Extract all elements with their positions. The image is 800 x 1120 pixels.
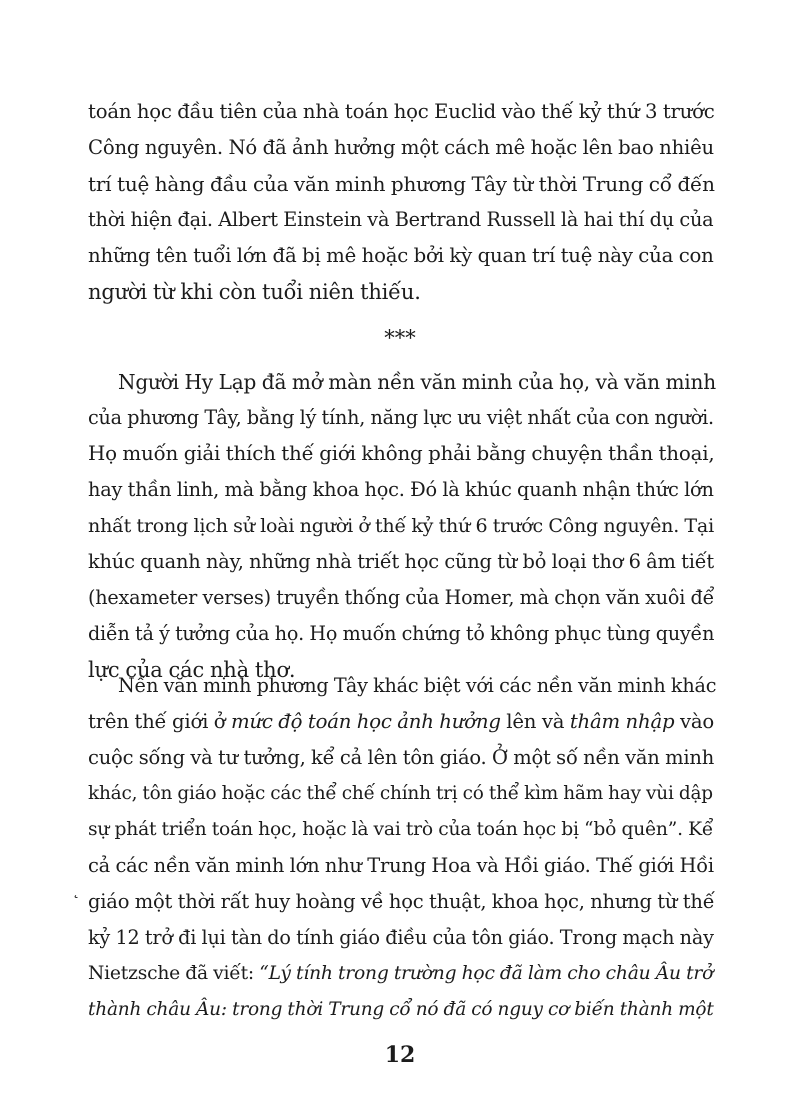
- text-line: [88, 956, 716, 992]
- italic-span: thâm nhập: [569, 710, 675, 733]
- text-line: cuộc sống và tư tưởng, kể cả lên tôn giáo. Ở một số nền văn minh: [88, 746, 715, 769]
- text-line: khúc quanh này, những nhà triết học cũng từ bỏ loại thơ 6 âm tiết: [88, 550, 714, 573]
- section-separator: ***: [384, 326, 416, 350]
- text-line: hay thần linh, mà bằng khoa học. Đó là khúc quanh nhận thức lớn: [88, 478, 714, 501]
- page-number: 12: [384, 1042, 416, 1068]
- text-line: Công nguyên. Nó đã ảnh hưởng một cách mê hoặc lên bao nhiêu: [88, 136, 714, 159]
- text-line: thời hiện đại. Albert Einstein và Bertrand Russell là hai thí dụ của: [88, 208, 714, 231]
- text-line: Nền văn minh phương Tây khác biệt với các nền văn minh khác: [118, 674, 717, 697]
- text-line: của phương Tây, bằng lý tính, năng lực ưu việt nhất của con người.: [88, 406, 714, 429]
- text-line: khác, tôn giáo hoặc các thể chế chính trị có thể kìm hãm hay vùi dập: [88, 783, 713, 804]
- text-span: lên và: [500, 710, 570, 733]
- text-line: Họ muốn giải thích thế giới không phải bằng chuyện thần thoại,: [88, 442, 715, 465]
- text-line: diễn tả ý tưởng của họ. Họ muốn chứng tỏ không phục tùng quyền: [88, 622, 715, 645]
- text-line: người từ khi còn tuổi niên thiếu.: [88, 280, 421, 304]
- text-line: những tên tuổi lớn đã bị mê hoặc bởi kỳ quan trí tuệ này của con: [88, 244, 714, 267]
- text-span: vào: [674, 710, 715, 733]
- italic-quote: thành châu Âu: trong thời Trung cổ nó đã có nguy cơ biến thành một: [88, 999, 714, 1020]
- text-line: trí tuệ hàng đầu của văn minh phương Tây từ thời Trung cổ đến: [88, 172, 715, 196]
- paragraph-euclid: [88, 94, 716, 310]
- text-span: Nietzsche đã viết:: [88, 963, 260, 984]
- text-line: lực của các nhà thơ.: [88, 658, 296, 682]
- text-line: (hexameter verses) truyền thống của Homer, mà chọn văn xuôi để: [88, 586, 715, 609]
- text-line: kỷ 12 trở đi lụi tàn do tính giáo điều của tôn giáo. Trong mạch này: [88, 926, 714, 949]
- text-line: cả các nền văn minh lớn như Trung Hoa và Hồi giáo. Thế giới Hồi: [88, 854, 714, 877]
- italic-span: mức độ toán học ảnh hưởng: [230, 710, 501, 733]
- text-line: [88, 704, 716, 740]
- text-line: Người Hy Lạp đã mở màn nền văn minh của họ, và văn minh: [118, 370, 716, 394]
- text-line: nhất trong lịch sử loài người ở thế kỷ thứ 6 trước Công nguyên. Tại: [88, 515, 714, 537]
- paragraph-greeks: [88, 364, 716, 688]
- text-line: giáo một thời rất huy hoàng về học thuật, khoa học, nhưng từ thế: [88, 890, 715, 913]
- paragraph-western-civilization: [88, 668, 716, 1028]
- text-span: trên thế giới ở: [88, 710, 231, 733]
- margin-mark: ˛: [72, 880, 80, 899]
- text-line: [88, 992, 716, 1028]
- italic-quote: “Lý tính trong trường học đã làm cho châu Âu trở: [259, 963, 714, 984]
- text-line: sự phát triển toán học, hoặc là vai trò của toán học bị “bỏ quên”. Kể: [88, 819, 714, 840]
- text-line: toán học đầu tiên của nhà toán học Euclid vào thế kỷ thứ 3 trước: [88, 100, 715, 123]
